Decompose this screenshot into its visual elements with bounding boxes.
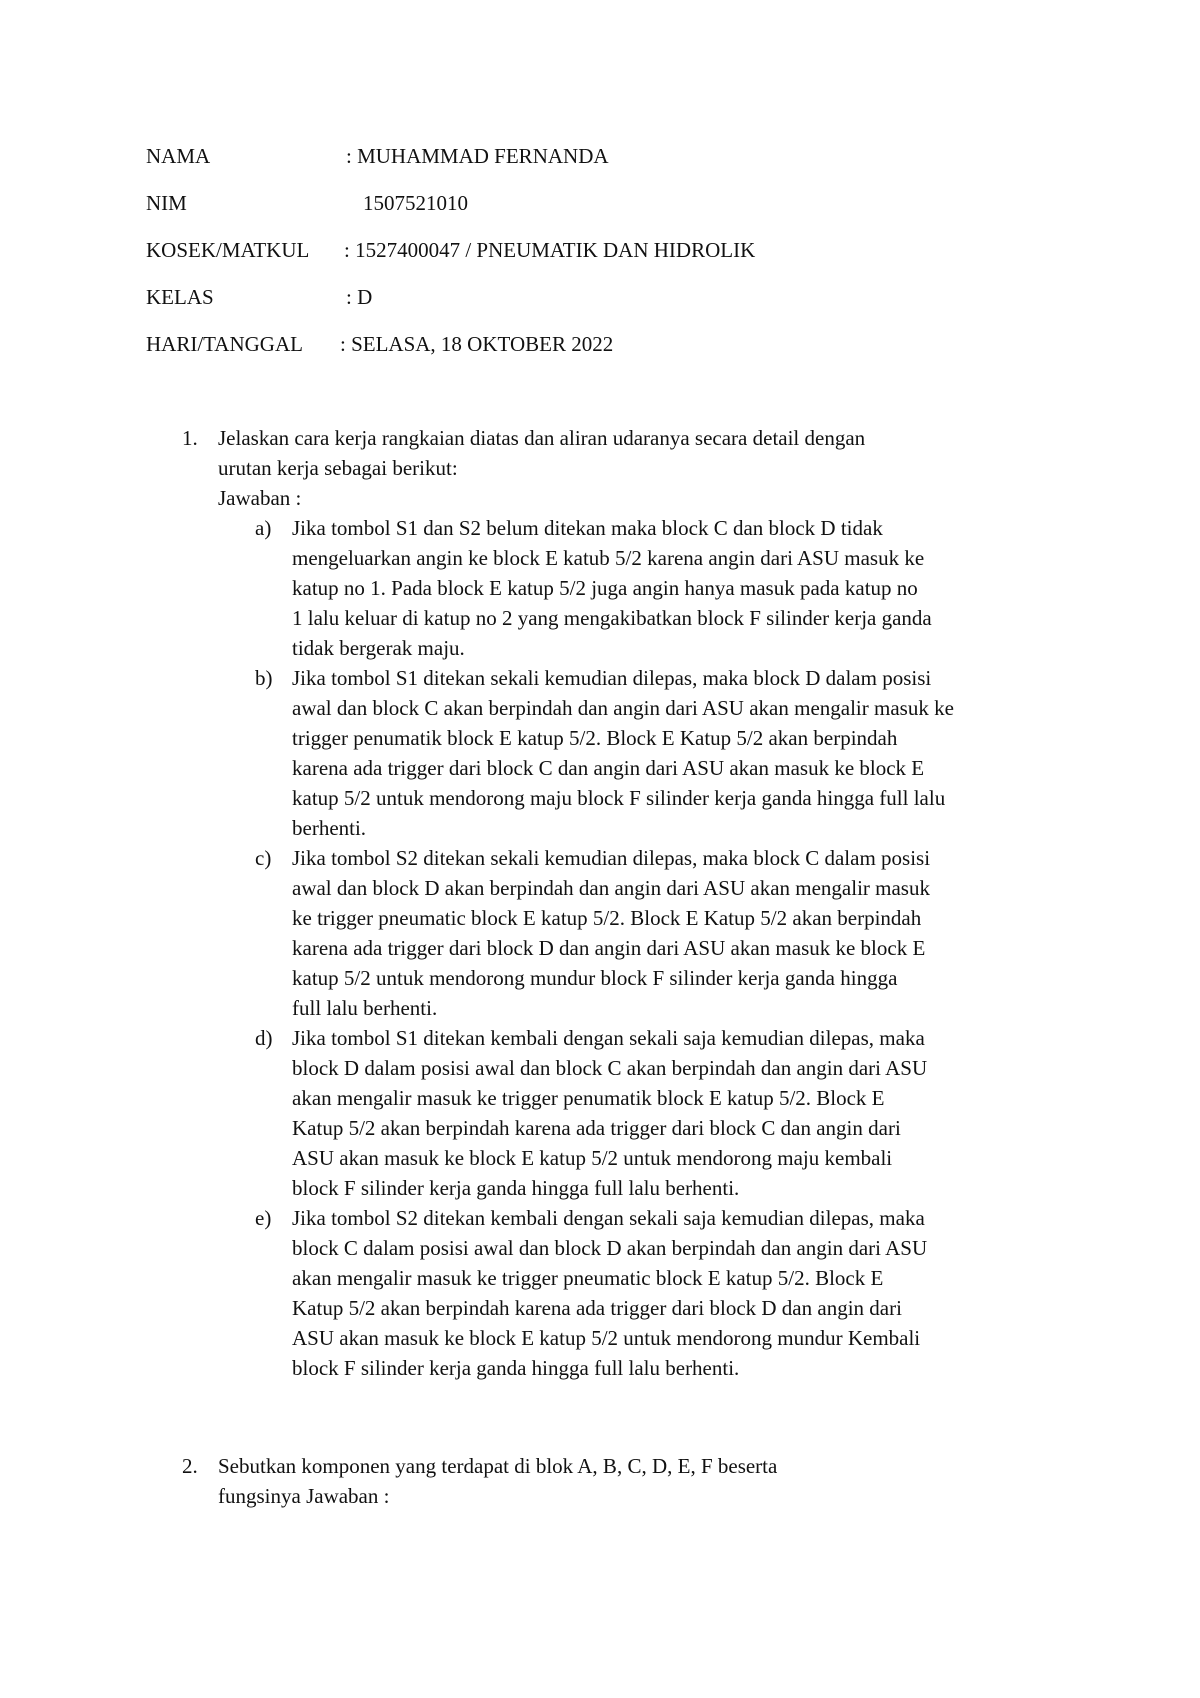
nim-label: NIM [146, 191, 187, 215]
item-c-line: karena ada trigger dari block D dan angin dari ASU akan masuk ke block E [292, 936, 926, 960]
question-2-line: fungsinya Jawaban : [218, 1484, 390, 1508]
nama-value: : MUHAMMAD FERNANDA [346, 144, 609, 168]
item-b-marker: b) [255, 666, 273, 690]
item-a-line: katup no 1. Pada block E katup 5/2 juga angin hanya masuk pada katup no [292, 576, 918, 600]
item-d-line: block D dalam posisi awal dan block C akan berpindah dan angin dari ASU [292, 1056, 928, 1080]
item-a-line: tidak bergerak maju. [292, 636, 465, 660]
item-e-line: Jika tombol S2 ditekan kembali dengan sekali saja kemudian dilepas, maka [292, 1206, 925, 1230]
answer-label: Jawaban : [218, 486, 302, 510]
question-2-line: Sebutkan komponen yang terdapat di blok A, B, C, D, E, F beserta [218, 1454, 778, 1478]
kosek-label: KOSEK/MATKUL [146, 238, 310, 262]
item-e-line: akan mengalir masuk ke trigger pneumatic block E katup 5/2. Block E [292, 1266, 884, 1290]
kelas-label: KELAS [146, 285, 214, 309]
kosek-value: : 1527400047 / PNEUMATIK DAN HIDROLIK [344, 238, 756, 262]
item-c-line: full lalu berhenti. [292, 996, 438, 1020]
hari-value: : SELASA, 18 OKTOBER 2022 [340, 332, 614, 356]
item-b-line: katup 5/2 untuk mendorong maju block F silinder kerja ganda hingga full lalu [292, 786, 946, 810]
item-e-line: ASU akan masuk ke block E katup 5/2 untuk mendorong mundur Kembali [292, 1326, 921, 1350]
question-1-line: Jelaskan cara kerja rangkaian diatas dan aliran udaranya secara detail dengan [218, 426, 866, 450]
item-a-line: Jika tombol S1 dan S2 belum ditekan maka block C dan block D tidak [292, 516, 883, 540]
item-a-marker: a) [255, 516, 272, 540]
item-d-line: akan mengalir masuk ke trigger penumatik block E katup 5/2. Block E [292, 1086, 885, 1110]
item-d-line: ASU akan masuk ke block E katup 5/2 untuk mendorong maju kembali [292, 1146, 893, 1170]
item-e-line: block C dalam posisi awal dan block D akan berpindah dan angin dari ASU [292, 1236, 928, 1260]
question-1-number: 1. [182, 426, 198, 450]
item-e-marker: e) [255, 1206, 272, 1230]
item-b-line: trigger penumatik block E katup 5/2. Block E Katup 5/2 akan berpindah [292, 726, 898, 750]
kelas-value: : D [346, 285, 373, 309]
question-2-number: 2. [182, 1454, 198, 1478]
item-a-line: mengeluarkan angin ke block E katub 5/2 karena angin dari ASU masuk ke [292, 546, 925, 570]
item-d-line: Katup 5/2 akan berpindah karena ada trigger dari block C dan angin dari [292, 1116, 901, 1140]
item-c-line: awal dan block D akan berpindah dan angin dari ASU akan mengalir masuk [292, 876, 930, 900]
nim-value: 1507521010 [363, 191, 468, 215]
item-c-line: Jika tombol S2 ditekan sekali kemudian dilepas, maka block C dalam posisi [292, 846, 931, 870]
item-b-line: karena ada trigger dari block C dan angin dari ASU akan masuk ke block E [292, 756, 925, 780]
hari-label: HARI/TANGGAL [146, 332, 303, 356]
item-c-marker: c) [255, 846, 272, 870]
item-e-line: block F silinder kerja ganda hingga full lalu berhenti. [292, 1356, 740, 1380]
item-e-line: Katup 5/2 akan berpindah karena ada trigger dari block D dan angin dari [292, 1296, 902, 1320]
item-d-line: block F silinder kerja ganda hingga full lalu berhenti. [292, 1176, 740, 1200]
nama-label: NAMA [146, 144, 211, 168]
item-a-line: 1 lalu keluar di katup no 2 yang mengakibatkan block F silinder kerja ganda [292, 606, 932, 630]
item-b-line: Jika tombol S1 ditekan sekali kemudian dilepas, maka block D dalam posisi [292, 666, 932, 690]
item-d-line: Jika tombol S1 ditekan kembali dengan sekali saja kemudian dilepas, maka [292, 1026, 925, 1050]
item-d-marker: d) [255, 1026, 273, 1050]
item-b-line: awal dan block C akan berpindah dan angin dari ASU akan mengalir masuk ke [292, 696, 954, 720]
question-1-line: urutan kerja sebagai berikut: [218, 456, 458, 480]
item-c-line: ke trigger pneumatic block E katup 5/2. Block E Katup 5/2 akan berpindah [292, 906, 922, 930]
item-c-line: katup 5/2 untuk mendorong mundur block F silinder kerja ganda hingga [292, 966, 898, 990]
item-b-line: berhenti. [292, 816, 367, 840]
